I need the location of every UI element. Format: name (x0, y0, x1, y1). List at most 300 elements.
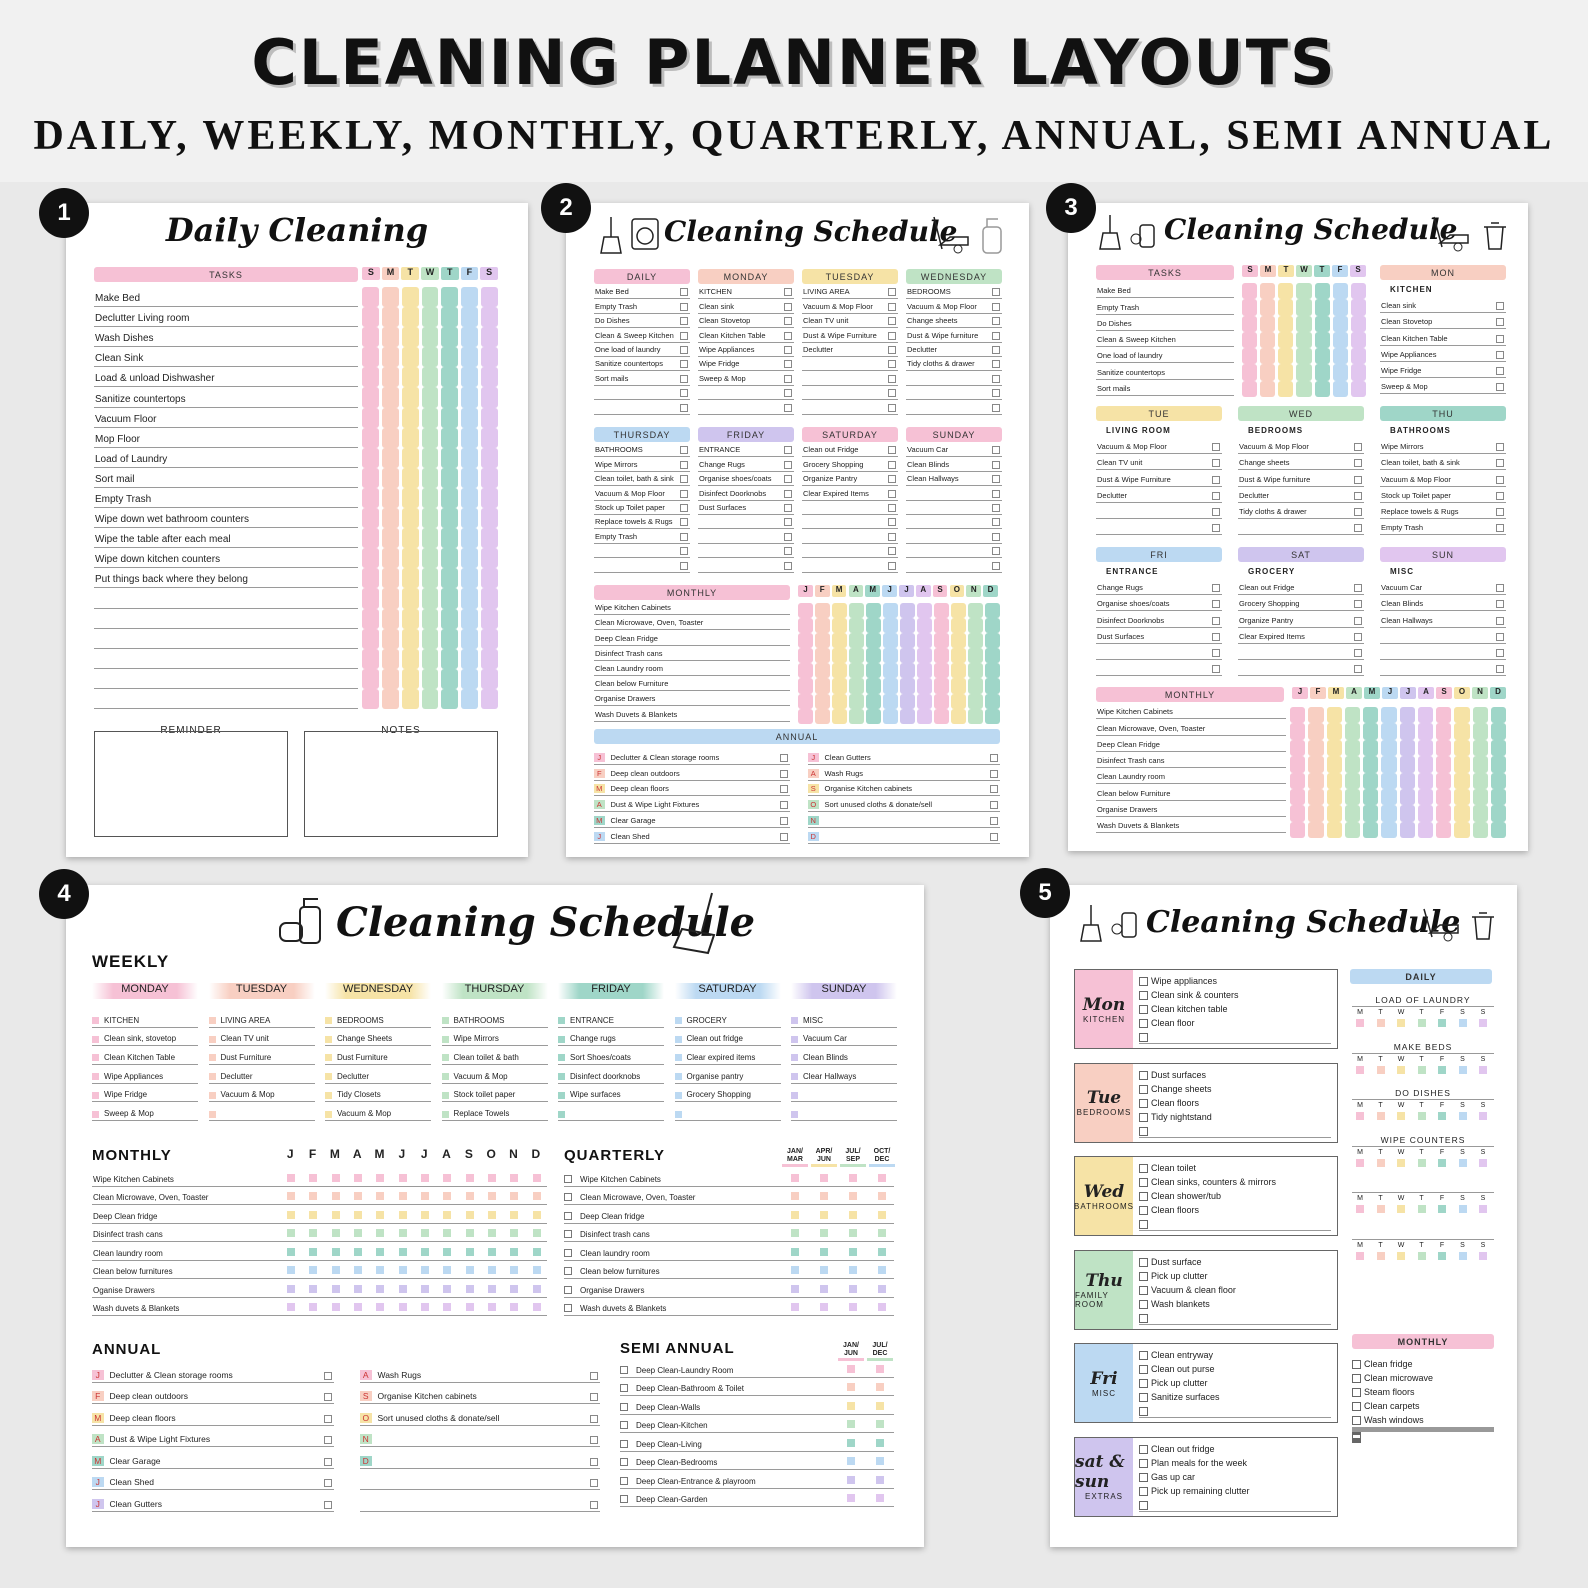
period-checkbox[interactable] (791, 1211, 799, 1219)
day-checkbox[interactable] (402, 689, 419, 709)
day-checkbox[interactable] (461, 568, 478, 588)
daily-checkbox[interactable] (1418, 1066, 1426, 1074)
day-checkbox[interactable] (422, 669, 439, 689)
task-checkbox[interactable] (558, 1036, 565, 1043)
daily-checkbox[interactable] (1418, 1159, 1426, 1167)
task-checkbox[interactable] (620, 1495, 628, 1503)
month-checkbox[interactable] (1400, 773, 1415, 789)
month-checkbox[interactable] (849, 694, 864, 709)
day-checkbox[interactable] (481, 408, 498, 428)
task-checkbox[interactable] (325, 1054, 332, 1061)
day-checkbox[interactable] (1333, 299, 1348, 315)
day-checkbox[interactable] (461, 468, 478, 488)
day-checkbox[interactable] (461, 508, 478, 528)
task-row[interactable] (1139, 1311, 1331, 1325)
day-checkbox[interactable] (422, 689, 439, 709)
month-checkbox[interactable] (968, 678, 983, 693)
day-checkbox[interactable] (362, 629, 379, 649)
annual-checkbox[interactable] (324, 1415, 332, 1423)
task-checkbox[interactable] (209, 1036, 216, 1043)
period-checkbox[interactable] (488, 1266, 496, 1274)
day-checkbox[interactable] (1351, 381, 1366, 397)
task-row[interactable] (1139, 1362, 1331, 1376)
task-checkbox[interactable] (888, 562, 896, 570)
month-checkbox[interactable] (832, 678, 847, 693)
period-checkbox[interactable] (820, 1229, 828, 1237)
day-checkbox[interactable] (362, 468, 379, 488)
task-checkbox[interactable] (325, 1111, 332, 1118)
task-checkbox[interactable] (784, 346, 792, 354)
daily-checkbox[interactable] (1377, 1205, 1385, 1213)
day-checkbox[interactable] (481, 609, 498, 629)
month-checkbox[interactable] (1290, 789, 1305, 805)
task-checkbox[interactable] (1496, 617, 1504, 625)
month-checkbox[interactable] (1436, 822, 1451, 838)
month-checkbox[interactable] (1363, 740, 1378, 756)
month-checkbox[interactable] (917, 694, 932, 709)
period-checkbox[interactable] (399, 1229, 407, 1237)
month-checkbox[interactable] (849, 603, 864, 618)
task-checkbox[interactable] (1354, 665, 1362, 673)
day-checkbox[interactable] (422, 448, 439, 468)
month-checkbox[interactable] (1418, 723, 1433, 739)
daily-checkbox[interactable] (1397, 1019, 1405, 1027)
task-checkbox[interactable] (1354, 524, 1362, 532)
day-checkbox[interactable] (1296, 348, 1311, 364)
day-checkbox[interactable] (1315, 332, 1330, 348)
period-checkbox[interactable] (820, 1266, 828, 1274)
day-checkbox[interactable] (422, 367, 439, 387)
task-checkbox[interactable] (992, 562, 1000, 570)
task-row[interactable] (1139, 1484, 1331, 1498)
day-checkbox[interactable] (441, 287, 458, 307)
task-checkbox[interactable] (992, 360, 1000, 368)
day-checkbox[interactable] (382, 629, 399, 649)
month-checkbox[interactable] (1400, 707, 1415, 723)
task-checkbox[interactable] (992, 504, 1000, 512)
daily-checkbox[interactable] (1418, 1205, 1426, 1213)
period-checkbox[interactable] (849, 1266, 857, 1274)
day-checkbox[interactable] (422, 528, 439, 548)
task-checkbox[interactable] (1212, 649, 1220, 657)
task-checkbox[interactable] (791, 1036, 798, 1043)
day-checkbox[interactable] (362, 568, 379, 588)
period-checkbox[interactable] (466, 1192, 474, 1200)
month-checkbox[interactable] (832, 618, 847, 633)
month-checkbox[interactable] (968, 694, 983, 709)
period-checkbox[interactable] (791, 1285, 799, 1293)
task-row[interactable] (1139, 1498, 1331, 1512)
month-checkbox[interactable] (900, 709, 915, 724)
period-checkbox[interactable] (847, 1365, 855, 1373)
month-checkbox[interactable] (900, 603, 915, 618)
period-checkbox[interactable] (849, 1174, 857, 1182)
day-checkbox[interactable] (1278, 283, 1293, 299)
month-checkbox[interactable] (1327, 707, 1342, 723)
task-checkbox[interactable] (992, 389, 1000, 397)
month-checkbox[interactable] (917, 618, 932, 633)
annual-checkbox[interactable] (990, 833, 998, 841)
period-checkbox[interactable] (332, 1174, 340, 1182)
day-checkbox[interactable] (402, 649, 419, 669)
task-checkbox[interactable] (784, 389, 792, 397)
task-checkbox[interactable] (888, 288, 896, 296)
task-row[interactable] (1139, 1096, 1331, 1110)
task-checkbox[interactable] (1496, 600, 1504, 608)
month-checkbox[interactable] (1363, 805, 1378, 821)
task-checkbox[interactable] (784, 490, 792, 498)
task-checkbox[interactable] (564, 1193, 572, 1201)
period-checkbox[interactable] (376, 1211, 384, 1219)
day-checkbox[interactable] (1315, 299, 1330, 315)
day-checkbox[interactable] (481, 387, 498, 407)
task-checkbox[interactable] (791, 1054, 798, 1061)
month-checkbox[interactable] (1491, 822, 1506, 838)
day-checkbox[interactable] (481, 588, 498, 608)
day-checkbox[interactable] (362, 287, 379, 307)
daily-checkbox[interactable] (1377, 1066, 1385, 1074)
task-checkbox[interactable] (558, 1092, 565, 1099)
day-checkbox[interactable] (382, 468, 399, 488)
period-checkbox[interactable] (876, 1439, 884, 1447)
period-checkbox[interactable] (332, 1229, 340, 1237)
task-row[interactable] (1139, 1404, 1331, 1418)
month-checkbox[interactable] (900, 694, 915, 709)
period-checkbox[interactable] (849, 1248, 857, 1256)
annual-checkbox[interactable] (590, 1458, 598, 1466)
month-checkbox[interactable] (1308, 822, 1323, 838)
annual-checkbox[interactable] (324, 1372, 332, 1380)
day-checkbox[interactable] (441, 689, 458, 709)
task-checkbox[interactable] (620, 1403, 628, 1411)
annual-checkbox[interactable] (990, 817, 998, 825)
month-checkbox[interactable] (934, 694, 949, 709)
period-checkbox[interactable] (309, 1285, 317, 1293)
month-checkbox[interactable] (1327, 822, 1342, 838)
day-checkbox[interactable] (382, 508, 399, 528)
task-checkbox[interactable] (675, 1092, 682, 1099)
month-checkbox[interactable] (883, 648, 898, 663)
day-checkbox[interactable] (1315, 364, 1330, 380)
annual-checkbox[interactable] (590, 1436, 598, 1444)
day-checkbox[interactable] (382, 689, 399, 709)
period-checkbox[interactable] (849, 1211, 857, 1219)
month-checkbox[interactable] (951, 663, 966, 678)
period-checkbox[interactable] (878, 1229, 886, 1237)
period-checkbox[interactable] (466, 1266, 474, 1274)
month-checkbox[interactable] (1345, 723, 1360, 739)
task-checkbox[interactable] (558, 1054, 565, 1061)
month-checkbox[interactable] (1418, 740, 1433, 756)
month-checkbox[interactable] (917, 603, 932, 618)
task-checkbox[interactable] (784, 518, 792, 526)
month-checkbox[interactable] (798, 709, 813, 724)
month-checkbox[interactable] (968, 618, 983, 633)
period-checkbox[interactable] (443, 1229, 451, 1237)
day-checkbox[interactable] (1260, 316, 1275, 332)
daily-checkbox[interactable] (1356, 1252, 1364, 1260)
task-checkbox[interactable] (92, 1017, 99, 1024)
task-row[interactable] (1139, 1002, 1331, 1016)
day-checkbox[interactable] (1242, 381, 1257, 397)
task-checkbox[interactable] (1212, 476, 1220, 484)
month-checkbox[interactable] (1327, 805, 1342, 821)
period-checkbox[interactable] (510, 1285, 518, 1293)
day-checkbox[interactable] (382, 669, 399, 689)
month-checkbox[interactable] (1418, 707, 1433, 723)
month-checkbox[interactable] (917, 678, 932, 693)
period-checkbox[interactable] (847, 1420, 855, 1428)
day-checkbox[interactable] (481, 468, 498, 488)
month-checkbox[interactable] (985, 618, 1000, 633)
month-checkbox[interactable] (1491, 805, 1506, 821)
day-checkbox[interactable] (1260, 332, 1275, 348)
period-checkbox[interactable] (421, 1211, 429, 1219)
month-checkbox[interactable] (1345, 789, 1360, 805)
period-checkbox[interactable] (443, 1285, 451, 1293)
task-checkbox[interactable] (1212, 508, 1220, 516)
day-checkbox[interactable] (402, 609, 419, 629)
day-checkbox[interactable] (1260, 381, 1275, 397)
month-checkbox[interactable] (798, 678, 813, 693)
day-checkbox[interactable] (461, 528, 478, 548)
task-checkbox[interactable] (784, 303, 792, 311)
month-checkbox[interactable] (900, 648, 915, 663)
month-checkbox[interactable] (1327, 789, 1342, 805)
day-checkbox[interactable] (402, 548, 419, 568)
annual-checkbox[interactable] (780, 817, 788, 825)
month-checkbox[interactable] (1381, 707, 1396, 723)
task-checkbox[interactable] (442, 1017, 449, 1024)
day-checkbox[interactable] (461, 548, 478, 568)
period-checkbox[interactable] (878, 1285, 886, 1293)
daily-checkbox[interactable] (1377, 1252, 1385, 1260)
day-checkbox[interactable] (382, 588, 399, 608)
day-checkbox[interactable] (1296, 283, 1311, 299)
task-checkbox[interactable] (92, 1111, 99, 1118)
period-checkbox[interactable] (466, 1248, 474, 1256)
day-checkbox[interactable] (422, 548, 439, 568)
month-checkbox[interactable] (1327, 723, 1342, 739)
task-checkbox[interactable] (888, 360, 896, 368)
month-checkbox[interactable] (1400, 756, 1415, 772)
annual-checkbox[interactable] (780, 754, 788, 762)
month-checkbox[interactable] (968, 603, 983, 618)
task-checkbox[interactable] (680, 303, 688, 311)
month-checkbox[interactable] (1491, 756, 1506, 772)
period-checkbox[interactable] (309, 1266, 317, 1274)
period-checkbox[interactable] (533, 1303, 541, 1311)
period-checkbox[interactable] (287, 1174, 295, 1182)
month-checkbox[interactable] (849, 678, 864, 693)
period-checkbox[interactable] (510, 1174, 518, 1182)
day-checkbox[interactable] (422, 428, 439, 448)
month-checkbox[interactable] (1345, 740, 1360, 756)
month-checkbox[interactable] (1418, 805, 1433, 821)
task-checkbox[interactable] (1496, 318, 1504, 326)
period-checkbox[interactable] (332, 1248, 340, 1256)
task-checkbox[interactable] (992, 317, 1000, 325)
task-checkbox[interactable] (992, 533, 1000, 541)
period-checkbox[interactable] (376, 1174, 384, 1182)
task-row[interactable] (1139, 1110, 1331, 1124)
task-row[interactable] (1139, 1297, 1331, 1311)
period-checkbox[interactable] (332, 1266, 340, 1274)
daily-checkbox[interactable] (1479, 1252, 1487, 1260)
task-checkbox[interactable] (1212, 584, 1220, 592)
task-row[interactable] (1139, 1217, 1331, 1231)
task-row[interactable] (1139, 974, 1331, 988)
notes-box[interactable] (304, 731, 498, 837)
day-checkbox[interactable] (441, 548, 458, 568)
month-checkbox[interactable] (866, 633, 881, 648)
day-checkbox[interactable] (422, 387, 439, 407)
month-checkbox[interactable] (1454, 805, 1469, 821)
month-checkbox[interactable] (1381, 789, 1396, 805)
task-checkbox[interactable] (791, 1111, 798, 1118)
task-checkbox[interactable] (680, 360, 688, 368)
period-checkbox[interactable] (443, 1266, 451, 1274)
task-checkbox[interactable] (992, 288, 1000, 296)
day-checkbox[interactable] (362, 428, 379, 448)
task-row[interactable] (1139, 1030, 1331, 1044)
day-checkbox[interactable] (382, 428, 399, 448)
period-checkbox[interactable] (847, 1457, 855, 1465)
day-checkbox[interactable] (422, 609, 439, 629)
month-checkbox[interactable] (1454, 723, 1469, 739)
daily-checkbox[interactable] (1459, 1252, 1467, 1260)
month-checkbox[interactable] (832, 694, 847, 709)
day-checkbox[interactable] (422, 629, 439, 649)
period-checkbox[interactable] (309, 1229, 317, 1237)
period-checkbox[interactable] (466, 1174, 474, 1182)
monthly-task-row[interactable] (1352, 1431, 1494, 1432)
task-checkbox[interactable] (1496, 443, 1504, 451)
day-checkbox[interactable] (382, 649, 399, 669)
period-checkbox[interactable] (510, 1229, 518, 1237)
task-row[interactable] (1139, 1068, 1331, 1082)
daily-checkbox[interactable] (1397, 1252, 1405, 1260)
period-checkbox[interactable] (309, 1248, 317, 1256)
task-row[interactable] (1139, 1442, 1331, 1456)
month-checkbox[interactable] (934, 709, 949, 724)
month-checkbox[interactable] (1327, 773, 1342, 789)
task-row[interactable] (1139, 1376, 1331, 1390)
task-checkbox[interactable] (442, 1054, 449, 1061)
month-checkbox[interactable] (832, 709, 847, 724)
day-checkbox[interactable] (362, 488, 379, 508)
day-checkbox[interactable] (1351, 299, 1366, 315)
day-checkbox[interactable] (362, 307, 379, 327)
annual-checkbox[interactable] (590, 1393, 598, 1401)
month-checkbox[interactable] (1454, 707, 1469, 723)
annual-checkbox[interactable] (324, 1479, 332, 1487)
task-row[interactable] (1139, 1390, 1331, 1404)
daily-checkbox[interactable] (1377, 1159, 1385, 1167)
month-checkbox[interactable] (1418, 822, 1433, 838)
daily-checkbox[interactable] (1438, 1252, 1446, 1260)
month-checkbox[interactable] (815, 709, 830, 724)
task-checkbox[interactable] (1496, 459, 1504, 467)
task-row[interactable] (1139, 1082, 1331, 1096)
task-checkbox[interactable] (888, 303, 896, 311)
task-checkbox[interactable] (325, 1073, 332, 1080)
period-checkbox[interactable] (443, 1248, 451, 1256)
month-checkbox[interactable] (883, 603, 898, 618)
task-checkbox[interactable] (1212, 459, 1220, 467)
period-checkbox[interactable] (791, 1174, 799, 1182)
annual-checkbox[interactable] (590, 1501, 598, 1509)
day-checkbox[interactable] (402, 287, 419, 307)
month-checkbox[interactable] (815, 633, 830, 648)
month-checkbox[interactable] (849, 709, 864, 724)
month-checkbox[interactable] (1473, 805, 1488, 821)
month-checkbox[interactable] (815, 603, 830, 618)
day-checkbox[interactable] (382, 387, 399, 407)
month-checkbox[interactable] (1290, 756, 1305, 772)
task-checkbox[interactable] (784, 504, 792, 512)
period-checkbox[interactable] (876, 1494, 884, 1502)
task-checkbox[interactable] (992, 547, 1000, 555)
period-checkbox[interactable] (287, 1285, 295, 1293)
task-checkbox[interactable] (992, 404, 1000, 412)
period-checkbox[interactable] (354, 1303, 362, 1311)
day-checkbox[interactable] (1278, 316, 1293, 332)
month-checkbox[interactable] (815, 663, 830, 678)
day-checkbox[interactable] (402, 367, 419, 387)
task-checkbox[interactable] (442, 1092, 449, 1099)
month-checkbox[interactable] (1436, 773, 1451, 789)
day-checkbox[interactable] (402, 669, 419, 689)
day-checkbox[interactable] (461, 408, 478, 428)
task-checkbox[interactable] (784, 446, 792, 454)
day-checkbox[interactable] (362, 347, 379, 367)
day-checkbox[interactable] (402, 468, 419, 488)
month-checkbox[interactable] (1491, 740, 1506, 756)
day-checkbox[interactable] (441, 488, 458, 508)
day-checkbox[interactable] (382, 548, 399, 568)
task-checkbox[interactable] (791, 1073, 798, 1080)
task-row[interactable] (1139, 1124, 1331, 1138)
month-checkbox[interactable] (883, 633, 898, 648)
month-checkbox[interactable] (1345, 805, 1360, 821)
task-checkbox[interactable] (888, 533, 896, 541)
task-checkbox[interactable] (888, 475, 896, 483)
period-checkbox[interactable] (466, 1285, 474, 1293)
day-checkbox[interactable] (481, 428, 498, 448)
task-checkbox[interactable] (784, 375, 792, 383)
month-checkbox[interactable] (968, 709, 983, 724)
month-checkbox[interactable] (1454, 789, 1469, 805)
annual-checkbox[interactable] (324, 1393, 332, 1401)
period-checkbox[interactable] (443, 1174, 451, 1182)
period-checkbox[interactable] (332, 1211, 340, 1219)
month-checkbox[interactable] (866, 678, 881, 693)
task-checkbox[interactable] (92, 1092, 99, 1099)
day-checkbox[interactable] (1242, 283, 1257, 299)
month-checkbox[interactable] (883, 694, 898, 709)
month-checkbox[interactable] (1308, 723, 1323, 739)
period-checkbox[interactable] (533, 1285, 541, 1293)
month-checkbox[interactable] (1400, 740, 1415, 756)
task-checkbox[interactable] (888, 518, 896, 526)
day-checkbox[interactable] (402, 307, 419, 327)
daily-checkbox[interactable] (1459, 1112, 1467, 1120)
month-checkbox[interactable] (1327, 740, 1342, 756)
month-checkbox[interactable] (798, 694, 813, 709)
period-checkbox[interactable] (847, 1476, 855, 1484)
day-checkbox[interactable] (481, 448, 498, 468)
